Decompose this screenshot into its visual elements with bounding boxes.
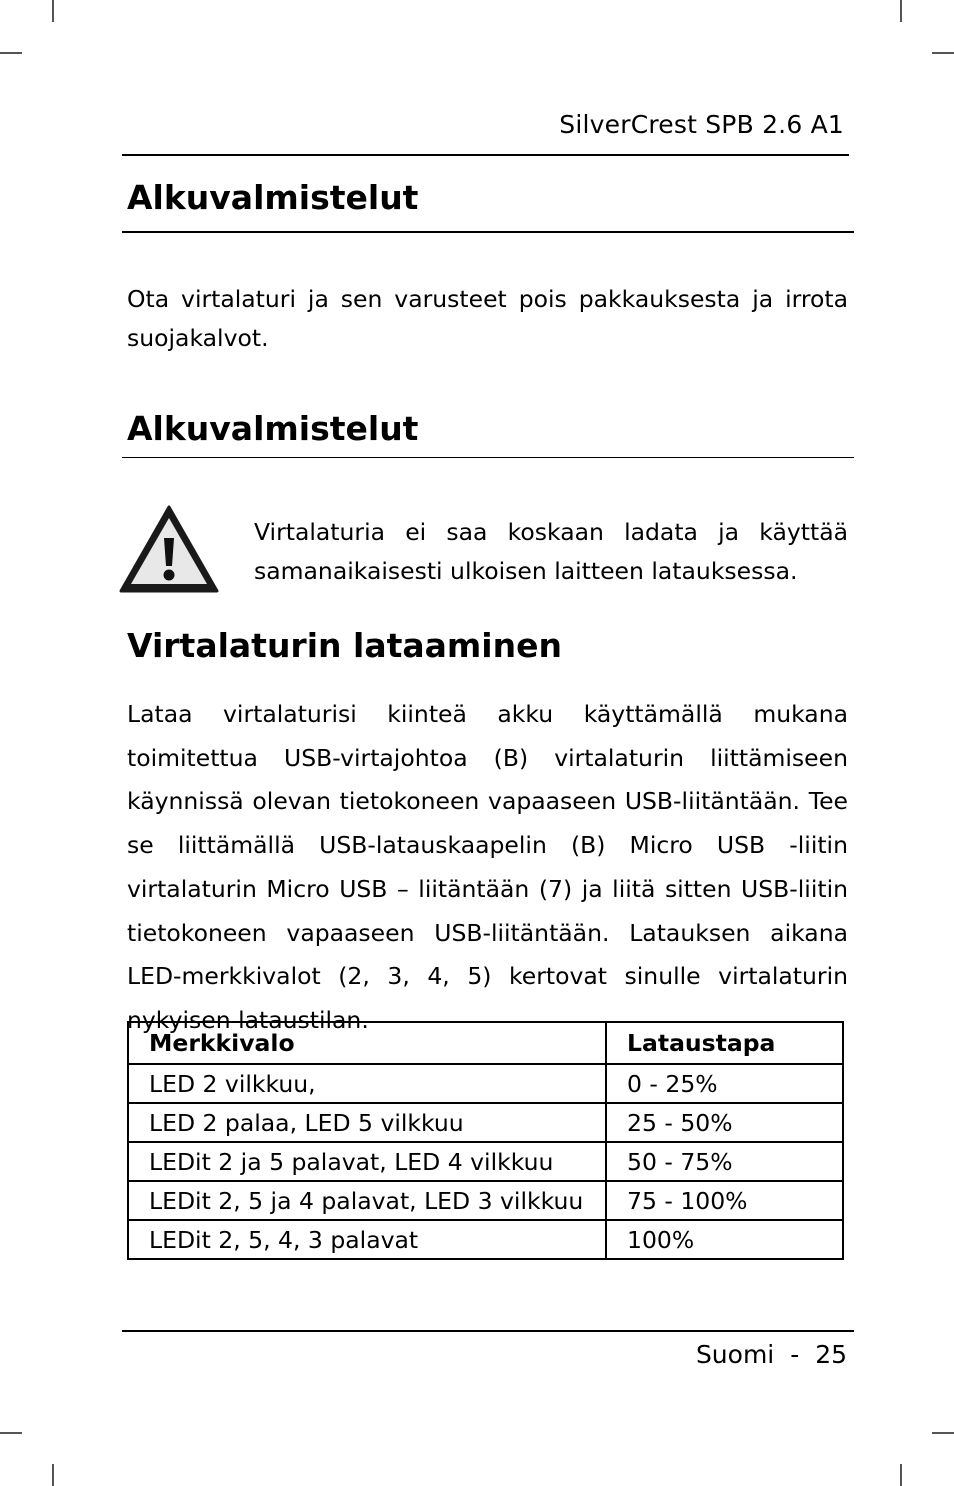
charge-state-cell: 75 - 100% bbox=[606, 1181, 843, 1220]
table-row bbox=[128, 1220, 843, 1259]
charge-state-cell: 50 - 75% bbox=[606, 1142, 843, 1181]
crop-mark bbox=[52, 0, 54, 22]
page-footer bbox=[696, 1340, 847, 1369]
header-rule bbox=[122, 154, 849, 156]
section-rule bbox=[122, 457, 854, 458]
indicator-cell: LED 2 vilkkuu, bbox=[128, 1064, 606, 1103]
footer-rule bbox=[122, 1330, 854, 1332]
charging-paragraph: Lataa virtalaturisi kiinteä akku käyttämällä mukana toimitettua USB-virtajohtoa (B) virtalaturin liittämiseen käynnissä olevan tietokoneen vapaaseen USB-liitäntään. Tee se liittämällä USB-latauskaapelin (B) Micro USB -liitin virtalaturin Micro USB – liitäntään (7) ja liitä sitten USB-liitin tietokoneen vapaaseen USB-liitäntään. Latauksen aikana LED-merkkivalot (2, 3, 4, 5) kertovat sinulle virtalaturin nykyisen lataustilan. bbox=[127, 700, 848, 1034]
indicator-cell: LED 2 palaa, LED 5 vilkkuu bbox=[128, 1103, 606, 1142]
charge-state-cell: 100% bbox=[606, 1220, 843, 1259]
crop-mark bbox=[0, 1432, 22, 1434]
table-row bbox=[128, 1103, 843, 1142]
indicator-cell: LEDit 2 ja 5 palavat, LED 4 vilkkuu bbox=[128, 1142, 606, 1181]
crop-mark bbox=[52, 1464, 54, 1486]
led-status-table bbox=[127, 1021, 844, 1260]
prep-paragraph: Ota virtalaturi ja sen varusteet pois pakkauksesta ja irrota suojakalvot. bbox=[127, 285, 848, 352]
indicator-cell: LEDit 2, 5 ja 4 palavat, LED 3 vilkkuu bbox=[128, 1181, 606, 1220]
footer-language: Suomi bbox=[695, 1340, 775, 1369]
table-header-row bbox=[128, 1022, 843, 1064]
indicator-cell: LEDit 2, 5, 4, 3 palavat bbox=[128, 1220, 606, 1259]
charge-state-cell: 25 - 50% bbox=[606, 1103, 843, 1142]
header-product-name: SilverCrest SPB 2.6 A1 bbox=[559, 110, 844, 139]
section-title-prep: Alkuvalmistelut bbox=[127, 178, 419, 217]
column-header-indicator: Merkkivalo bbox=[128, 1022, 606, 1064]
column-header-charge-state: Lataustapa bbox=[606, 1022, 843, 1064]
table-row bbox=[128, 1181, 843, 1220]
crop-mark bbox=[900, 1464, 902, 1486]
table-row bbox=[128, 1064, 843, 1103]
crop-mark bbox=[932, 52, 954, 54]
crop-mark bbox=[900, 0, 902, 22]
warning-paragraph: Virtalaturia ei saa koskaan ladata ja käyttää samanaikaisesti ulkoisen laitteen latauksessa. bbox=[254, 518, 848, 585]
section-title-warning: Alkuvalmistelut bbox=[127, 409, 419, 448]
page-number: 25 bbox=[815, 1340, 847, 1369]
charge-state-cell: 0 - 25% bbox=[606, 1064, 843, 1103]
warning-triangle-icon bbox=[118, 504, 220, 594]
crop-mark bbox=[0, 52, 22, 54]
crop-mark bbox=[932, 1432, 954, 1434]
section-title-charging: Virtalaturin lataaminen bbox=[127, 626, 562, 665]
section-rule bbox=[122, 231, 854, 233]
table-row bbox=[128, 1142, 843, 1181]
footer-separator: - bbox=[790, 1340, 800, 1369]
